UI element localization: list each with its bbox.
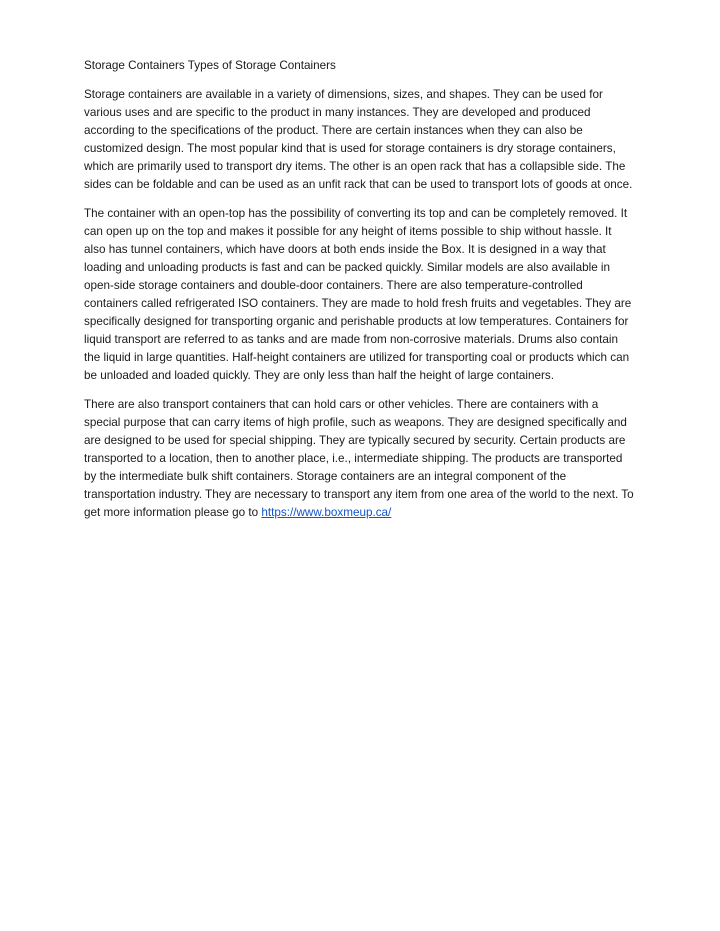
document-page <box>84 57 636 533</box>
boxmeup-link[interactable]: https://www.boxmeup.ca/ <box>261 506 392 519</box>
document-title: Storage Containers Types of Storage Containers <box>84 59 336 72</box>
paragraph-3-text: There are also transport containers that can hold cars or other vehicles. There are containers with a special purpose that can carry items of high profile, such as weapons. They are designed specifically and are designed to be used for special shipping. They are typically secured by security. Certain products are transported to a location, then to another place, i.e., intermediate shipping. The products are transported by the intermediate bulk shift containers. Storage containers are an integral component of the transportation industry. They are necessary to transport any item from one area of the world to the next. To get more information please go to <box>84 398 634 519</box>
paragraph-3 <box>84 396 636 522</box>
paragraph-1: Storage containers are available in a variety of dimensions, sizes, and shapes. They can be used for various uses and are specific to the product in many instances. They are developed and produced according to the specifications of the product. There are certain instances when they can also be customized design. The most popular kind that is used for storage containers is dry storage containers, which are primarily used to transport dry items. The other is an open rack that has a collapsible side. The sides can be foldable and can be used as an unfit rack that can be used to transport lots of goods at once. <box>84 88 633 191</box>
paragraph-2: The container with an open-top has the possibility of converting its top and can be completely removed. It can open up on the top and makes it possible for any height of items possible to ship without hassle. It also has tunnel containers, which have doors at both ends inside the Box. It is designed in a way that loading and unloading products is fast and can be packed quickly. Similar models are also available in open-side storage containers and double-door containers. There are also temperature-controlled containers called refrigerated ISO containers. They are made to hold fresh fruits and vegetables. They are specifically designed for transporting organic and perishable products at low temperatures. Containers for liquid transport are referred to as tanks and are made from non-corrosive materials. Drums also contain the liquid in large quantities. Half-height containers are utilized for transporting coal or products which can be unloaded and loaded quickly. They are only less than half the height of large containers. <box>84 207 632 382</box>
